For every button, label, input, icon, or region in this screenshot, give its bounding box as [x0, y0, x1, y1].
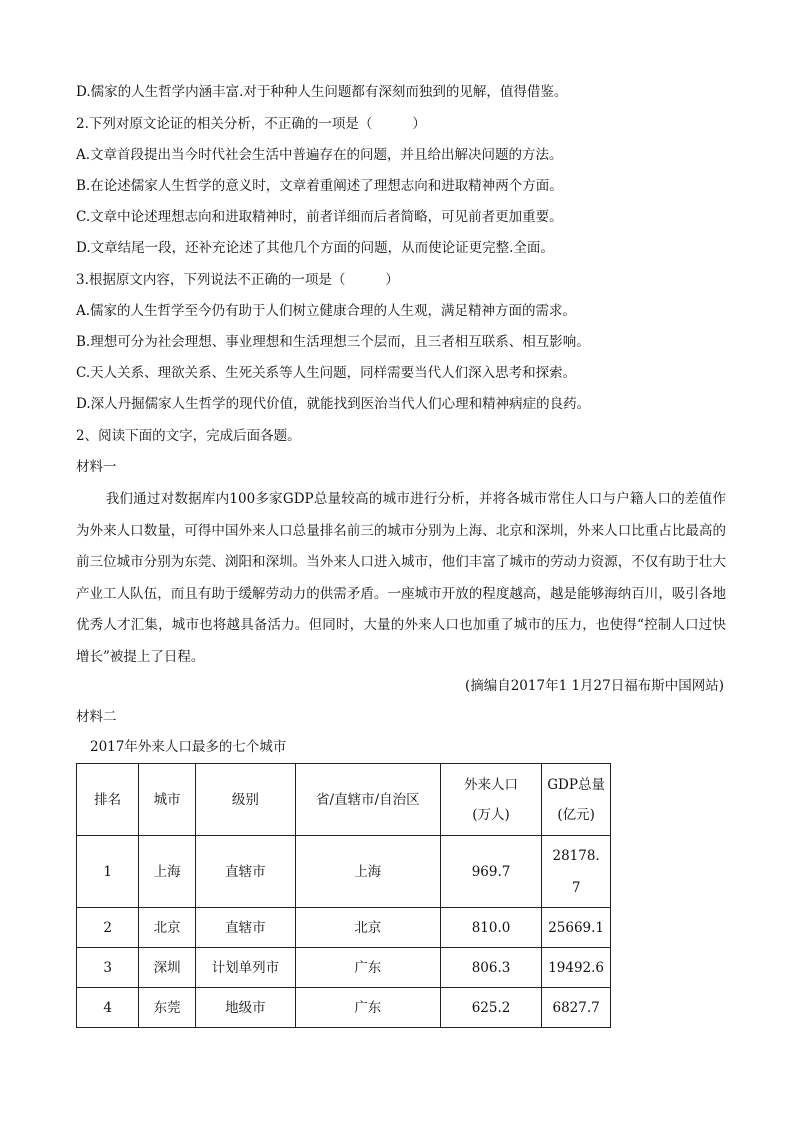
- option-2c: C.文章中论述理想志向和进取精神时，前者详细而后者简略，可见前者更加重要。: [76, 209, 563, 225]
- option-2d: D.文章结尾一段，还补充论述了其他几个方面的问题，从而使论证更完整.全面。: [76, 240, 554, 256]
- header-population: [440, 764, 541, 836]
- cell-gdp-value: 28178.7: [552, 847, 600, 896]
- header-population-line2: (万人): [472, 806, 510, 823]
- material-2-label: 材料二: [76, 709, 117, 725]
- header-gdp-line2: (亿元): [557, 806, 595, 823]
- option-3a: A.儒家的人生哲学至今仍有助于人们树立健康合理的人生观，满足精神方面的需求。: [76, 303, 577, 319]
- table-row: [77, 948, 611, 988]
- table-caption: 2017年外来人口最多的七个城市: [90, 739, 287, 755]
- cell-gdp: [542, 836, 611, 908]
- cell-level: 计划单列市: [196, 948, 296, 988]
- table-header-row: [77, 764, 611, 836]
- population-table: [76, 763, 611, 1028]
- material-1-label: 材料一: [76, 459, 117, 475]
- cell-gdp: 19492.6: [542, 948, 611, 988]
- question-2-close: ）: [412, 116, 426, 132]
- option-1d: D.儒家的人生哲学内涵丰富.对于种种人生问题都有深刻而独到的见解，值得借鉴。: [76, 84, 568, 100]
- option-3c: C.天人关系、理欲关系、生死关系等人生问题，同样需要当代人们深入思考和探索。: [76, 365, 577, 381]
- question-3-stem: [76, 270, 399, 290]
- question-2-stem: [76, 114, 426, 134]
- cell-level: 地级市: [196, 988, 296, 1028]
- cell-level: 直辖市: [196, 908, 296, 948]
- cell-city: 北京: [139, 908, 196, 948]
- header-province: 省/直辖市/自治区: [295, 764, 440, 836]
- cell-rank: 3: [77, 948, 139, 988]
- cell-population: 625.2: [440, 988, 541, 1028]
- header-rank: 排名: [77, 764, 139, 836]
- material-1-paragraph: 我们通过对数据库内100多家GDP总量较高的城市进行分析，并将各城市常住人口与户籍人口的差值作为外来人口数量，可得中国外来人口总量排名前三的城市分别为上海、北京和深圳，外来人口比重占比最高的前三位城市分别为东莞、浏阳和深圳。当外来人口进入城市，他们丰富了城市的劳动力资源，不仅有助于壮大产业工人队伍，而且有助于缓解劳动力的供需矛盾。一座城市开放的程度越高，越是能够海纳百川，吸引各地优秀人才汇集，城市也将越具备活力。但同时，大量的外来人口也加重了城市的压力，也使得“控制人口过快增长”被提上了日程。: [76, 491, 726, 665]
- cell-rank: 2: [77, 908, 139, 948]
- cell-gdp: 25669.1: [542, 908, 611, 948]
- cell-province: 广东: [295, 948, 440, 988]
- cell-province: 北京: [295, 908, 440, 948]
- cell-rank: 1: [77, 836, 139, 908]
- table-row: [77, 836, 611, 908]
- table-row: [77, 908, 611, 948]
- cell-province: 广东: [295, 988, 440, 1028]
- cell-province: 上海: [295, 836, 440, 908]
- cell-population: 806.3: [440, 948, 541, 988]
- option-3d: D.深人丹掘儒家人生哲学的现代价值，就能找到医治当代人们心理和精神病症的良药。: [76, 396, 591, 412]
- header-city: 城市: [139, 764, 196, 836]
- question-3-text: 3.根据原文内容，下列说法不正确的一项是（: [76, 272, 346, 288]
- option-2b: B.在论述儒家人生哲学的意义时，文章着重阐述了理想志向和进取精神两个方面。: [76, 178, 563, 194]
- header-gdp: [542, 764, 611, 836]
- option-3b: B.理想可分为社会理想、事业理想和生活理想三个层而，且三者相互联系、相互影响。: [76, 334, 590, 350]
- question-2-text: 2.下列对原文论证的相关分析，不正确的一项是（: [76, 116, 373, 132]
- cell-population: 969.7: [440, 836, 541, 908]
- question-3-close: ）: [385, 272, 399, 288]
- section-instruction: 2、阅读下面的文字，完成后面各题。: [76, 428, 301, 444]
- table-row: [77, 988, 611, 1028]
- cell-city: 深圳: [139, 948, 196, 988]
- header-level: 级别: [196, 764, 296, 836]
- header-gdp-line1: GDP总量: [547, 776, 605, 793]
- header-population-line1: 外来人口: [464, 776, 519, 793]
- material-1-source: (摘编自2017年1 1月27日福布斯中国网站): [464, 678, 724, 694]
- cell-level: 直辖市: [196, 836, 296, 908]
- cell-city: 东莞: [139, 988, 196, 1028]
- cell-rank: 4: [77, 988, 139, 1028]
- option-2a: A.文章首段提出当今时代社会生活中普遍存在的问题，并且给出解决问题的方法。: [76, 147, 563, 163]
- cell-gdp: 6827.7: [542, 988, 611, 1028]
- cell-city: 上海: [139, 836, 196, 908]
- cell-population: 810.0: [440, 908, 541, 948]
